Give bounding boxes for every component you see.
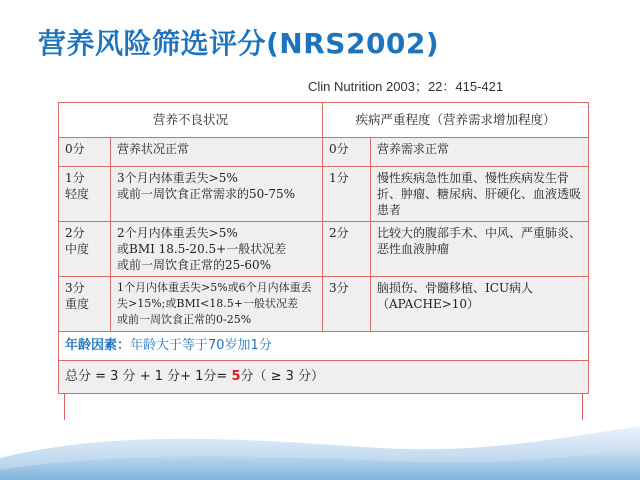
total-prefix: 总分 = 3 分 + 1 分+ 1分= xyxy=(65,369,232,384)
left-desc-cell: 2个月内体重丢失>5% 或BMI 18.5-20.5+一般状况差 或前一周饮食正常的25-60% xyxy=(111,222,323,277)
nrs-score-table xyxy=(58,102,589,394)
total-suffix: 分（ ≥ 3 分） xyxy=(240,369,325,384)
left-score-cell: 0分 xyxy=(59,138,111,167)
citation: Clin Nutrition 2003；22：415-421 xyxy=(308,79,504,94)
right-score-cell: 0分 xyxy=(323,138,371,167)
age-factor-label: 年龄因素： xyxy=(65,338,131,353)
age-factor-text: 年龄大于等于70岁加1分 xyxy=(130,338,272,353)
left-desc-cell: 1个月内体重丢失>5%或6个月内体重丢失>15%;或BMI<18.5+一般状况差 或前一周饮食正常的0-25% xyxy=(111,277,323,332)
total-value: 5 xyxy=(231,369,241,384)
table-row xyxy=(59,222,589,277)
header-disease-severity: 疾病严重程度（营养需求增加程度） xyxy=(323,103,589,138)
total-score-cell xyxy=(59,361,589,394)
left-desc-cell: 营养状况正常 xyxy=(111,138,323,167)
right-score-cell: 3分 xyxy=(323,277,371,332)
table-row xyxy=(59,167,589,222)
right-desc-cell: 营养需求正常 xyxy=(371,138,589,167)
right-desc-cell: 脑损伤、骨髓移植、ICU病人（APACHE>10） xyxy=(371,277,589,332)
right-desc-cell: 慢性疾病急性加重、慢性疾病发生骨折、肿瘤、糖尿病、肝硬化、血液透吸患者 xyxy=(371,167,589,222)
decorative-wave-footer xyxy=(0,418,640,480)
page-title: 营养风险筛选评分(NRS2002) xyxy=(38,27,440,60)
right-score-cell: 2分 xyxy=(323,222,371,277)
right-desc-cell: 比较大的腹部手术、中风、严重肺炎、恶性血液肿瘤 xyxy=(371,222,589,277)
table-row xyxy=(59,277,589,332)
age-factor-cell xyxy=(59,332,589,361)
left-score-cell: 2分 中度 xyxy=(59,222,111,277)
right-score-cell: 1分 xyxy=(323,167,371,222)
total-score-row xyxy=(59,361,589,394)
left-desc-cell: 3个月内体重丢失>5% 或前一周饮食正常需求的50-75% xyxy=(111,167,323,222)
table-row xyxy=(59,138,589,167)
header-nutrition-status: 营养不良状况 xyxy=(59,103,323,138)
left-score-cell: 1分 轻度 xyxy=(59,167,111,222)
table-header-row xyxy=(59,103,589,138)
age-factor-row xyxy=(59,332,589,361)
left-score-cell: 3分 重度 xyxy=(59,277,111,332)
